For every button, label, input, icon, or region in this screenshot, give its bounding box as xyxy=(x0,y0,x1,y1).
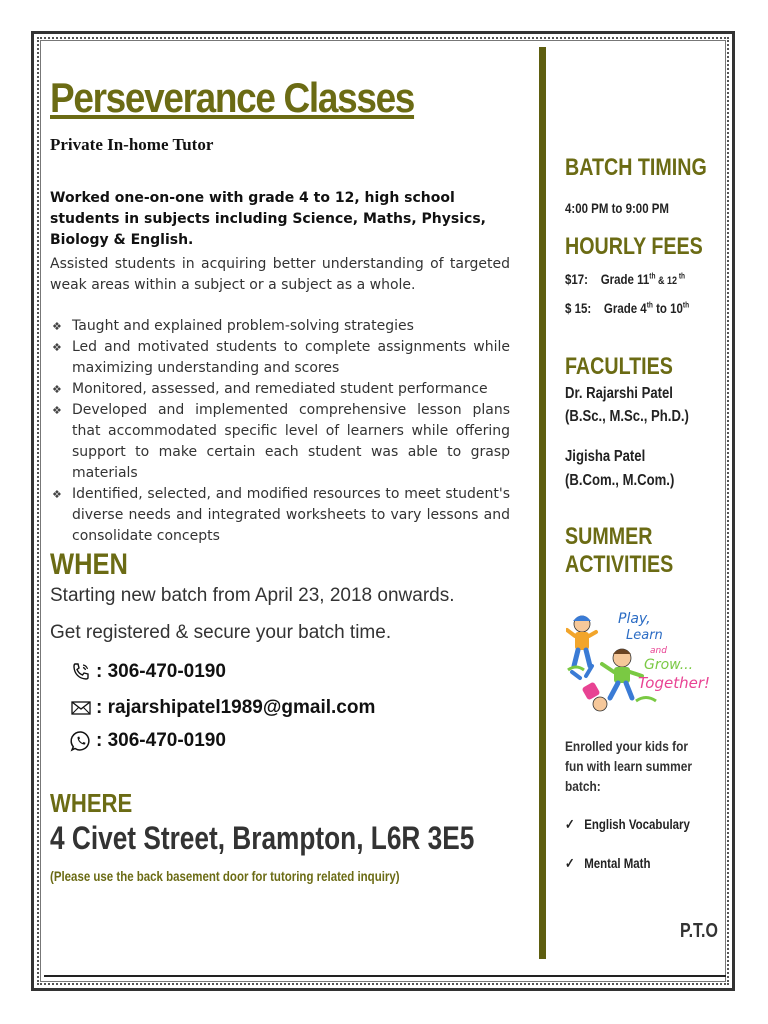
faculty-2-degree: (B.Com., M.Com.) xyxy=(565,472,675,489)
list-item xyxy=(50,400,510,484)
batch-timing-heading: BATCH TIMING xyxy=(565,154,707,181)
diamond-bullet-icon: ❖ xyxy=(52,488,62,501)
check-icon: ✓ xyxy=(565,816,575,832)
start-date-text: Starting new batch from April 23, 2018 onwards. xyxy=(50,585,455,606)
list-item-text: Identified, selected, and modified resources to meet student's diverse needs and integrated worksheets to vary lessons and consolidate concepts xyxy=(72,486,510,544)
page-subtitle: Private In-home Tutor xyxy=(50,135,214,154)
batch-time: 4:00 PM to 9:00 PM xyxy=(565,200,669,216)
ordinal-suffix: th xyxy=(677,271,686,281)
activity-item xyxy=(565,855,651,872)
email-address: : rajarshipatel1989@gmail.com xyxy=(96,697,376,718)
art-word-together: Together! xyxy=(638,674,711,692)
hourly-fees-heading: HOURLY FEES xyxy=(565,233,703,260)
page-title: Perseverance Classes xyxy=(50,74,415,121)
activity-label: Mental Math xyxy=(584,855,651,871)
fee-grade: Grade 4 xyxy=(603,300,647,316)
register-text: Get registered & secure your batch time. xyxy=(50,622,392,643)
fee-grade: Grade 11 xyxy=(600,271,650,287)
diamond-bullet-icon: ❖ xyxy=(52,404,62,417)
list-item xyxy=(50,316,510,337)
list-item-text: Led and motivated students to complete assignments while maximizing understanding and scores xyxy=(72,339,510,376)
envelope-icon xyxy=(70,697,92,719)
intro-bold-paragraph: Worked one-on-one with grade 4 to 12, high school students in subjects including Science, Maths, Physics, Biology & English. xyxy=(50,190,486,248)
diamond-bullet-icon: ❖ xyxy=(52,341,62,354)
phone-number: : 306-470-0190 xyxy=(96,661,226,682)
art-word-grow: Grow... xyxy=(644,657,694,673)
address-text: 4 Civet Street, Brampton, L6R 3E5 xyxy=(50,820,475,856)
whatsapp-number: : 306-470-0190 xyxy=(96,730,226,751)
entrance-note: (Please use the back basement door for tutoring related inquiry) xyxy=(50,868,400,884)
list-item-text: Monitored, assessed, and remediated student performance xyxy=(72,381,488,397)
diamond-bullet-icon: ❖ xyxy=(52,383,62,396)
fee-row-2 xyxy=(565,300,689,316)
ordinal-suffix: th xyxy=(682,300,690,310)
pto-label: P.T.O xyxy=(680,920,718,942)
faculties-heading: FACULTIES xyxy=(565,353,673,380)
bottom-rule xyxy=(44,975,726,977)
activity-label: English Vocabulary xyxy=(584,816,690,832)
ordinal-suffix: th xyxy=(646,300,653,310)
summer-heading-line-2: ACTIVITIES xyxy=(565,551,674,578)
contact-email[interactable] xyxy=(70,697,375,719)
phone-icon xyxy=(70,661,92,683)
child-figure-1 xyxy=(567,616,596,667)
contact-phone[interactable] xyxy=(70,661,226,683)
art-word-play: Play, xyxy=(618,611,651,627)
whatsapp-icon xyxy=(70,730,92,752)
summer-heading-line-1: SUMMER xyxy=(565,523,653,550)
faculty-2-name: Jigisha Patel xyxy=(565,448,646,465)
column-divider xyxy=(539,47,546,959)
when-heading: WHEN xyxy=(50,548,128,581)
experience-list xyxy=(50,316,510,547)
fee-grade-range: to 10 xyxy=(652,300,683,316)
art-word-and: and xyxy=(650,646,667,656)
list-item xyxy=(50,337,510,379)
list-item-text: Taught and explained problem-solving strategies xyxy=(72,318,414,334)
where-heading: WHERE xyxy=(50,788,133,818)
list-item xyxy=(50,484,510,547)
diamond-bullet-icon: ❖ xyxy=(52,320,62,333)
play-learn-grow-illustration xyxy=(566,606,724,714)
child-figure-2 xyxy=(602,649,642,698)
ordinal-suffix: th xyxy=(649,271,656,281)
art-word-learn: Learn xyxy=(626,628,663,643)
faculty-1-name: Dr. Rajarshi Patel xyxy=(565,385,673,402)
contact-whatsapp[interactable] xyxy=(70,730,226,752)
list-item-text: Developed and implemented comprehensive lesson plans that accommodated specific level of learners while offering support to make certain each student was able to grasp materials xyxy=(72,402,510,481)
fee-price: $ 15: xyxy=(565,300,592,316)
fee-row-1 xyxy=(565,271,685,287)
fee-price: $17: xyxy=(565,271,588,287)
activity-item xyxy=(565,816,690,833)
check-icon: ✓ xyxy=(565,855,575,871)
child-figure-3 xyxy=(572,666,607,711)
enroll-text: Enrolled your kids for fun with learn summer batch: xyxy=(565,738,692,794)
faculty-1-degree: (B.Sc., M.Sc., Ph.D.) xyxy=(565,408,689,425)
fee-grade-range: & 12 xyxy=(655,275,678,287)
intro-paragraph: Assisted students in acquiring better understanding of targeted weak areas within a subject or a subject as a whole. xyxy=(50,256,510,293)
list-item xyxy=(50,379,510,400)
